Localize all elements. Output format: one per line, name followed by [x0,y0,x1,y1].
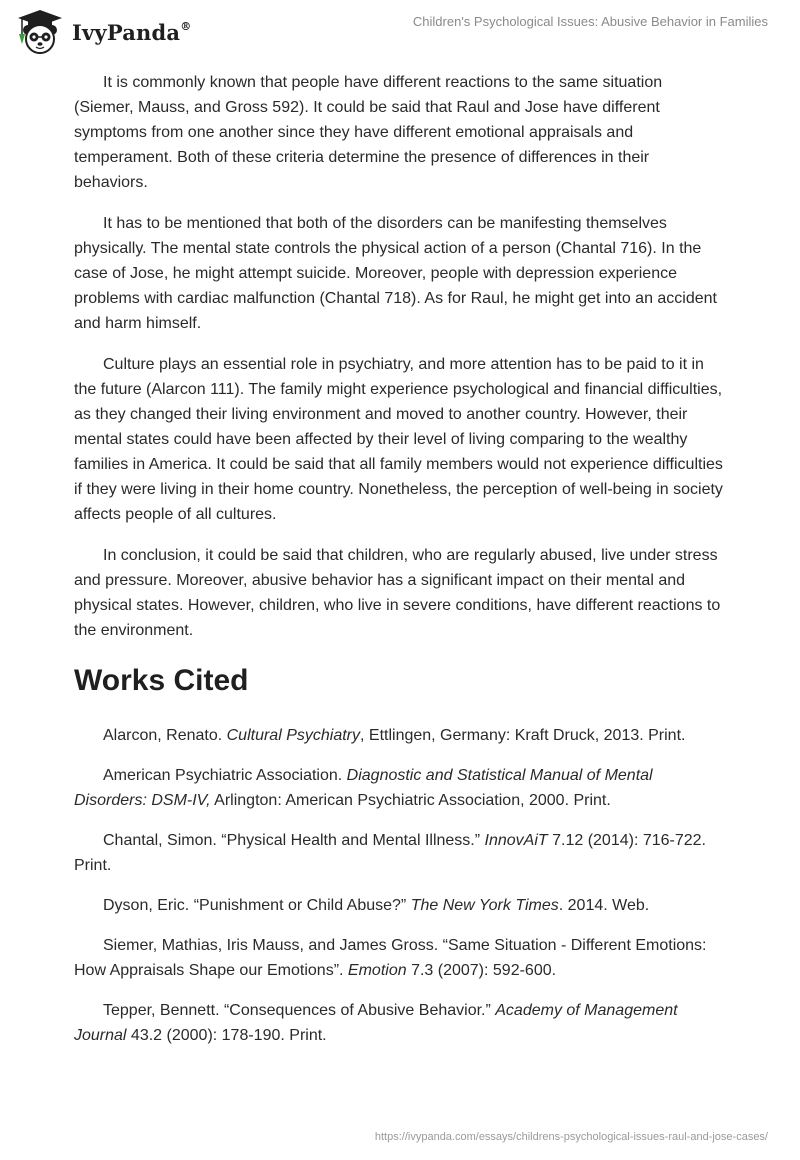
essay-body [74,70,724,1063]
citation-entry: Dyson, Eric. “Punishment or Child Abuse?” The New York Times. 2014. Web. [103,897,650,914]
citation-entry: Siemer, Mathias, Iris Mauss, and James Gross. “Same Situation - Different Emotions: How Appraisals Shape our Emotions”. Emotion 7.3 (2007): 592-600. [74,937,707,979]
paragraph: Culture plays an essential role in psychiatry, and more attention has to be paid to it in the future (Alarcon 111). The family might experience psychological and financial difficulties, as they changed their living environment and moved to another country. However, their mental states could have been affected by their level of living comparing to the wealthy families in America. It could be said that all family members would not experience difficulties if they were living in their home country. Nonetheless, the perception of well-being in society affects people of all cultures. [74,356,723,523]
paragraph: It is commonly known that people have different reactions to the same situation (Siemer, Mauss, and Gross 592). It could be said that Raul and Jose have different symptoms from one another since they have different emotional appraisals and temperament. Both of these criteria determine the presence of differences in their behaviors. [74,74,663,191]
document-title: Children's Psychological Issues: Abusive Behavior in Families [412,14,768,29]
ivypanda-logo[interactable] [14,6,191,58]
paragraph: In conclusion, it could be said that children, who are regularly abused, live under stress and pressure. Moreover, abusive behavior has a significant impact on their mental and physical states. However, children, who live in severe conditions, have different reactions to the environment. [74,547,721,639]
citation-entry: Chantal, Simon. “Physical Health and Mental Illness.” InnovAiT 7.12 (2014): 716-722. Print. [74,832,706,874]
logo-text: IvyPanda® [72,19,192,45]
works-cited-heading: Works Cited [74,664,249,697]
citation-entry: Tepper, Bennett. “Consequences of Abusive Behavior.” Academy of Management Journal 43.2 (2000): 178-190. Print. [74,1002,678,1044]
citation-entry: American Psychiatric Association. Diagnostic and Statistical Manual of Mental Disorders: DSM-IV, Arlington: American Psychiatric Association, 2000. Print. [74,767,653,809]
panda-graduation-icon [14,8,66,56]
citation-entry: Alarcon, Renato. Cultural Psychiatry, Ettlingen, Germany: Kraft Druck, 2013. Print. [103,727,686,744]
source-url-link[interactable]: https://ivypanda.com/essays/childrens-psychological-issues-raul-and-jose-cases/ [374,1131,768,1143]
paragraph: It has to be mentioned that both of the disorders can be manifesting themselves physically. The mental state controls the physical action of a person (Chantal 716). In the case of Jose, he might attempt suicide. Moreover, people with depression experience problems with cardiac malfunction (Chantal 718). As for Raul, he might get into an accident and harm himself. [74,215,717,332]
page-header [0,0,800,64]
